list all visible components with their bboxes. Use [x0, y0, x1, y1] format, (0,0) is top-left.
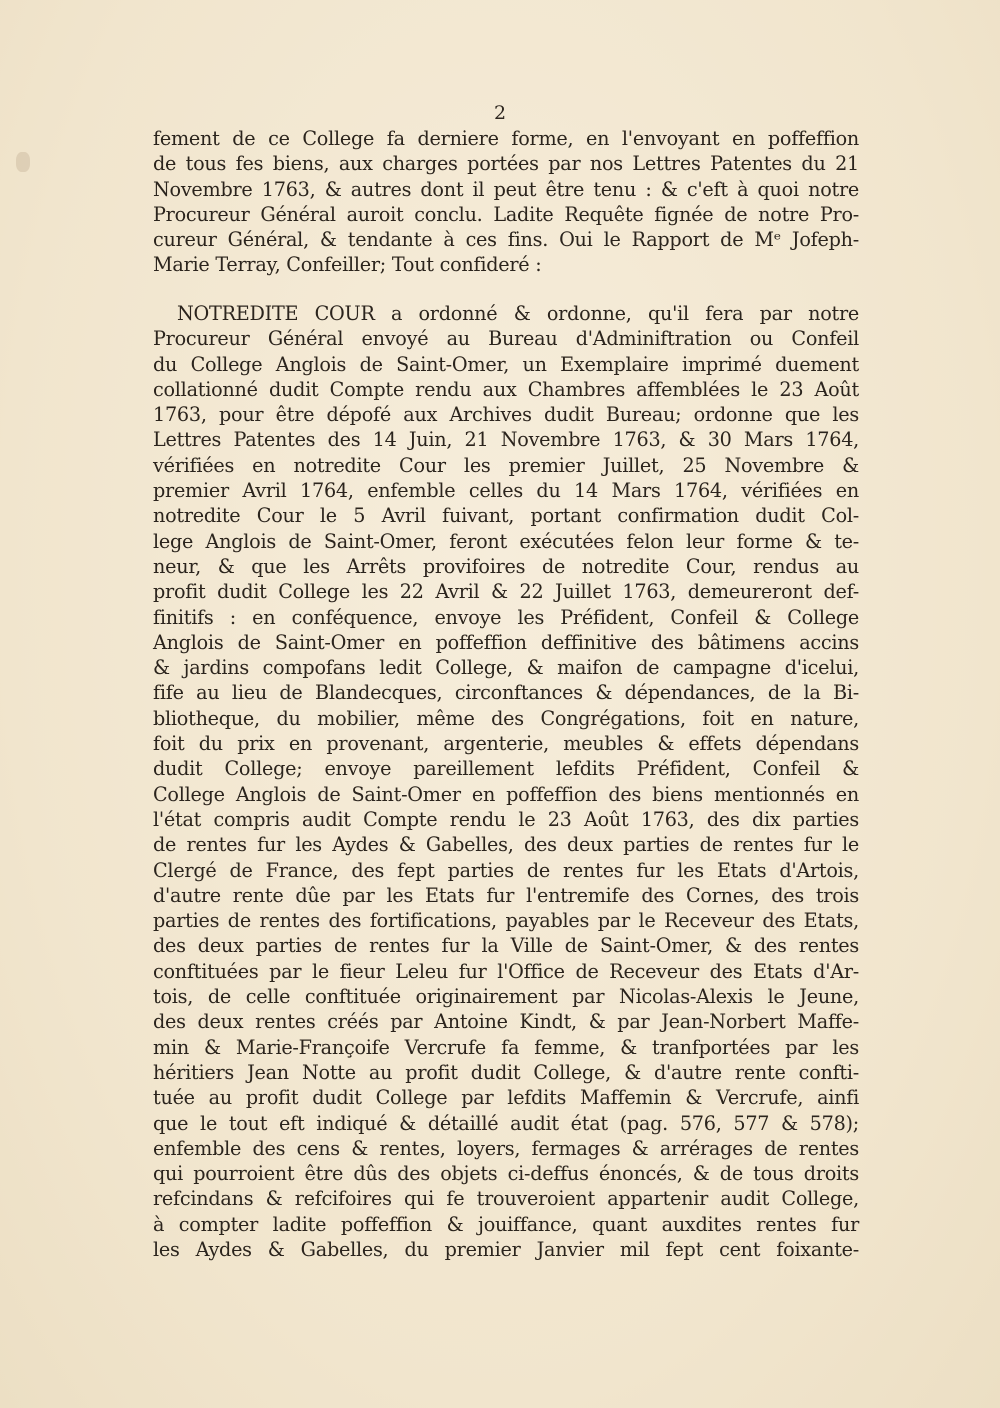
text-line: fife au lieu de Blandecques, circonftances & dépendances, de la Bi-: [153, 681, 859, 705]
text-line: NOTREDITE COUR a ordonné & ordonne, qu'il fera par notre: [177, 302, 859, 325]
margin-stain: [16, 152, 30, 172]
text-line: 1763, pour être dépofé aux Archives dudit Bureau; ordonne que les: [153, 403, 859, 427]
page-number: 2: [493, 102, 507, 124]
text-line: Lettres Patentes des 14 Juin, 21 Novembre 1763, & 30 Mars 1764,: [153, 428, 859, 452]
text-line: que le tout eft indiqué & détaillé audit état (pag. 576, 577 & 578);: [153, 1111, 859, 1135]
text-line: du College Anglois de Saint-Omer, un Exemplaire imprimé duement: [153, 352, 859, 376]
text-line: à compter ladite poffeffion & jouiffance, quant auxdites rentes fur: [153, 1212, 859, 1236]
text-line: bliotheque, du mobilier, même des Congrégations, foit en nature,: [153, 706, 859, 730]
text-line: & jardins compofans ledit College, & maifon de campagne d'icelui,: [153, 656, 859, 680]
paragraph-ruling: [153, 301, 859, 1262]
text-line: tois, de celle conftituée originairement par Nicolas-Alexis le Jeune,: [153, 985, 859, 1009]
text-line: College Anglois de Saint-Omer en poffeffion des biens mentionnés en: [153, 782, 859, 806]
text-line: finitifs : en conféquence, envoye les Préfident, Confeil & College: [153, 605, 859, 629]
text-line: des deux parties de rentes fur la Ville de Saint-Omer, & des rentes: [153, 934, 859, 958]
text-line: notredite Cour le 5 Avril fuivant, portant confirmation dudit Col-: [153, 504, 859, 528]
text-line: lege Anglois de Saint-Omer, feront exécutées felon leur forme & te-: [153, 529, 859, 553]
text-line: Procureur Général auroit conclu. Ladite Requête fignée de notre Pro-: [153, 202, 859, 226]
text-line: parties de rentes des fortifications, payables par le Receveur des Etats,: [153, 909, 859, 933]
text-line: qui pourroient être dûs des objets ci-deffus énoncés, & de tous droits: [153, 1162, 859, 1186]
text-line: d'autre rente dûe par les Etats fur l'entremife des Cornes, des trois: [153, 883, 859, 907]
text-line: de rentes fur les Aydes & Gabelles, des deux parties de rentes fur le: [153, 833, 859, 857]
text-line: premier Avril 1764, enfemble celles du 14 Mars 1764, vérifiées en: [153, 479, 859, 503]
text-line: Clergé de France, des fept parties de rentes fur les Etats d'Artois,: [153, 858, 859, 882]
text-line: de tous fes biens, aux charges portées par nos Lettres Patentes du 21: [153, 152, 859, 176]
text-line: Marie Terray, Confeiller; Tout confideré :: [153, 253, 542, 277]
text-line: collationné dudit Compte rendu aux Chambres affemblées le 23 Août: [153, 377, 859, 401]
text-line: refcindans & refcifoires qui fe trouveroient appartenir audit College,: [153, 1187, 859, 1211]
text-line: l'état compris audit Compte rendu le 23 Août 1763, des dix parties: [153, 807, 859, 831]
text-line: neur, & que les Arrêts provifoires de notredite Cour, rendus au: [153, 554, 859, 578]
text-line: Procureur Général envoyé au Bureau d'Adminiftration ou Confeil: [153, 327, 859, 351]
text-line: fement de ce College fa derniere forme, en l'envoyant en poffeffion: [153, 127, 859, 150]
text-line: dudit College; envoye pareillement lefdits Préfident, Confeil &: [153, 757, 859, 781]
text-line: foit du prix en provenant, argenterie, meubles & effets dépendans: [153, 732, 859, 756]
text-line: les Aydes & Gabelles, du premier Janvier mil fept cent foixante-: [153, 1237, 859, 1261]
text-line: héritiers Jean Notte au profit dudit College, & d'autre rente confti-: [153, 1060, 859, 1084]
text-line: profit dudit College les 22 Avril & 22 Juillet 1763, demeureront def-: [153, 580, 859, 604]
text-line: tuée au profit dudit College par lefdits Maffemin & Vercrufe, ainfi: [153, 1086, 859, 1110]
text-line: vérifiées en notredite Cour les premier Juillet, 25 Novembre &: [153, 453, 859, 477]
text-line: enfemble des cens & rentes, loyers, fermages & arrérages de rentes: [153, 1136, 859, 1160]
text-line: Novembre 1763, & autres dont il peut être tenu : & c'eft à quoi notre: [153, 177, 859, 201]
text-line: min & Marie-Françoife Vercrufe fa femme, & tranfportées par les: [153, 1035, 859, 1059]
text-line: des deux rentes créés par Antoine Kindt, & par Jean-Norbert Maffe-: [153, 1010, 859, 1034]
paragraph-preamble: [153, 126, 859, 278]
text-line: conftituées par le fieur Leleu fur l'Office de Receveur des Etats d'Ar-: [153, 959, 859, 983]
text-line: Anglois de Saint-Omer en poffeffion deffinitive des bâtimens accins: [153, 630, 859, 654]
text-line: cureur Général, & tendante à ces fins. Oui le Rapport de Mᵉ Jofeph-: [153, 228, 859, 252]
